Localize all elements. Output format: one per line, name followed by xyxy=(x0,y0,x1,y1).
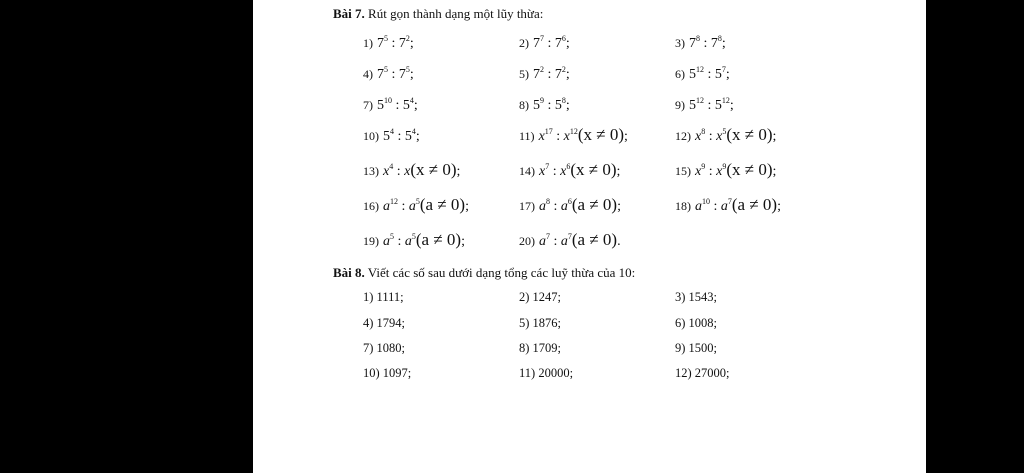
divisor-exponent: 7 xyxy=(567,232,572,241)
terminator: ; xyxy=(456,164,461,179)
terminator: ; xyxy=(729,98,734,113)
bai8-heading xyxy=(333,265,635,281)
bai8-exercise-item: 4) 1794; xyxy=(363,316,406,330)
exponent: 2 xyxy=(540,65,544,74)
bai7-exercise-item xyxy=(363,160,461,180)
exponent: 5 xyxy=(390,232,394,241)
item-number: 3) xyxy=(675,36,685,50)
item-number: 18) xyxy=(675,199,691,213)
exponent: 10 xyxy=(702,197,710,206)
base: x xyxy=(383,164,390,179)
terminator: ; xyxy=(617,199,621,214)
bai8-exercise-item: 3) 1543; xyxy=(675,290,718,304)
bai8-row xyxy=(253,290,926,314)
bai7-exercise-item xyxy=(519,35,570,52)
bai7-exercise-item xyxy=(363,230,465,250)
divisor-base: 5 xyxy=(714,67,722,82)
terminator: ; xyxy=(616,164,621,179)
divisor-exponent: 4 xyxy=(409,96,414,105)
exponent: 12 xyxy=(696,96,704,105)
divisor-exponent: 5 xyxy=(405,65,410,74)
bai7-exercise-item xyxy=(519,230,621,250)
divisor-base: a xyxy=(404,234,412,249)
divisor-exponent: 8 xyxy=(561,96,566,105)
bai7-title-text: Rút gọn thành dạng một lũy thừa: xyxy=(364,6,544,21)
divisor-base: 7 xyxy=(554,36,562,51)
divisor-base: x xyxy=(716,129,723,144)
terminator: ; xyxy=(565,98,570,113)
exponent: 17 xyxy=(544,127,553,136)
terminator: ; xyxy=(772,129,777,144)
divisor-exponent: 7 xyxy=(721,65,726,74)
bai7-exercise-item xyxy=(519,195,621,215)
power-expression: $a^{12}$ : $a^5(a \ne 0)$; xyxy=(383,195,469,214)
exponent: 9 xyxy=(701,162,706,171)
power-expression: $x^{17}$ : $x^{12}(x \ne 0)$; xyxy=(538,125,628,144)
exponent: 5 xyxy=(384,34,388,43)
condition: (x ≠ 0) xyxy=(410,160,457,179)
condition: (a ≠ 0) xyxy=(419,195,466,214)
bai7-row xyxy=(253,125,926,152)
power-expression: $a^8$ : $a^6(a \ne 0)$; xyxy=(539,195,621,214)
divisor-base: x xyxy=(560,164,567,179)
divisor-exponent: 2 xyxy=(561,65,566,74)
base: x xyxy=(695,129,702,144)
exponent: 8 xyxy=(701,127,706,136)
terminator: ; xyxy=(565,67,570,82)
divisor-base: 5 xyxy=(554,98,562,113)
bai8-row xyxy=(253,366,926,390)
divisor-exponent: 2 xyxy=(405,34,410,43)
item-number: 15) xyxy=(675,164,691,178)
condition: (a ≠ 0) xyxy=(415,230,462,249)
exponent: 12 xyxy=(390,197,398,206)
terminator: ; xyxy=(413,98,418,113)
terminator: ; xyxy=(415,129,420,144)
base: 5 xyxy=(533,98,540,113)
exponent: 12 xyxy=(696,65,704,74)
base: 7 xyxy=(689,36,696,51)
terminator: ; xyxy=(772,164,777,179)
exponent: 9 xyxy=(540,96,544,105)
terminator: ; xyxy=(465,199,469,214)
exponent: 10 xyxy=(384,96,392,105)
bai8-exercise-item: 12) 27000; xyxy=(675,366,730,380)
bai8-exercise-item: 9) 1500; xyxy=(675,341,718,355)
item-number: 14) xyxy=(519,164,535,178)
divisor-base: 7 xyxy=(710,36,718,51)
base: 7 xyxy=(377,67,384,82)
power-expression: $x^7$ : $x^6(x \ne 0)$; xyxy=(539,160,621,179)
power-expression: $7^5$ : $7^2$; xyxy=(377,34,414,51)
divisor-base: x xyxy=(716,164,723,179)
divisor-base: 7 xyxy=(554,67,562,82)
exponent: 7 xyxy=(540,34,544,43)
power-expression: $7^8$ : $7^8$; xyxy=(689,34,726,51)
bai8-exercise-item: 10) 1097; xyxy=(363,366,412,380)
base: a xyxy=(383,199,390,214)
bai7-exercise-item xyxy=(363,97,418,114)
divisor-base: 5 xyxy=(402,98,410,113)
exponent: 7 xyxy=(546,232,550,241)
condition: (x ≠ 0) xyxy=(570,160,617,179)
bai7-row xyxy=(253,66,926,90)
item-number: 12) xyxy=(675,129,691,143)
divisor-base: 5 xyxy=(714,98,722,113)
bai7-exercise-item xyxy=(675,66,730,83)
base: a xyxy=(695,199,702,214)
bai7-row xyxy=(253,195,926,222)
divisor-base: a xyxy=(720,199,728,214)
bai7-exercise-item xyxy=(519,125,628,145)
divisor-exponent: 5 xyxy=(411,232,416,241)
exponent: 7 xyxy=(545,162,550,171)
condition: (a ≠ 0) xyxy=(731,195,778,214)
bai8-exercise-item: 11) 20000; xyxy=(519,366,574,380)
bai7-exercise-item xyxy=(519,97,570,114)
power-expression: $7^5$ : $7^5$; xyxy=(377,65,414,82)
bai7-row xyxy=(253,35,926,59)
bai7-title-bold: Bài 7. xyxy=(333,6,365,21)
item-number: 7) xyxy=(363,98,373,112)
bai8-title-bold: Bài 8. xyxy=(333,265,365,280)
power-expression: $7^7$ : $7^6$; xyxy=(533,34,570,51)
bai8-title-text: Viết các số sau dưới dạng tổng các luỹ thừa của 10: xyxy=(364,265,636,280)
divisor-base: 7 xyxy=(398,67,406,82)
divisor-base: x xyxy=(404,164,411,179)
power-expression: $7^2$ : $7^2$; xyxy=(533,65,570,82)
item-number: 5) xyxy=(519,67,529,81)
bai7-exercise-item xyxy=(675,195,781,215)
exponent: 5 xyxy=(384,65,388,74)
divisor-exponent: 5 xyxy=(415,197,420,206)
terminator: ; xyxy=(461,234,465,249)
bai7-exercise-item xyxy=(675,160,777,180)
bai7-exercise-item xyxy=(675,125,777,145)
divisor-exponent: 9 xyxy=(722,162,727,171)
condition: (x ≠ 0) xyxy=(577,125,625,144)
power-expression: $5^{12}$ : $5^{12}$; xyxy=(689,96,734,113)
power-expression: $x^8$ : $x^5(x \ne 0)$; xyxy=(695,125,777,144)
divisor-exponent: 12 xyxy=(569,127,578,136)
power-expression: $5^9$ : $5^8$; xyxy=(533,96,570,113)
divisor-base: 5 xyxy=(404,129,412,144)
power-expression: $5^{12}$ : $5^7$; xyxy=(689,65,730,82)
power-expression: $5^{10}$ : $5^4$; xyxy=(377,96,418,113)
base: a xyxy=(539,199,546,214)
bai7-row xyxy=(253,160,926,187)
terminator: ; xyxy=(565,36,570,51)
item-number: 9) xyxy=(675,98,685,112)
item-number: 19) xyxy=(363,234,379,248)
bai8-exercise-item: 8) 1709; xyxy=(519,341,562,355)
terminator: ; xyxy=(725,67,730,82)
power-expression: $x^4$ : x(x ≠ 0); xyxy=(383,160,461,179)
condition: (x ≠ 0) xyxy=(726,160,773,179)
bai8-exercise-item: 1) 1111; xyxy=(363,290,404,304)
terminator: ; xyxy=(624,129,628,144)
bai8-row xyxy=(253,316,926,340)
bai7-exercise-item xyxy=(363,35,414,52)
power-expression: $a^7$ : $a^7(a \ne 0)$. xyxy=(539,230,621,249)
base: 7 xyxy=(533,36,540,51)
exponent: 4 xyxy=(390,127,394,136)
item-number: 16) xyxy=(363,199,379,213)
bai7-heading xyxy=(333,6,543,22)
terminator: ; xyxy=(721,36,726,51)
divisor-exponent: 12 xyxy=(721,96,730,105)
item-number: 20) xyxy=(519,234,535,248)
bai7-exercise-item xyxy=(363,195,469,215)
exponent: 4 xyxy=(389,162,394,171)
item-number: 13) xyxy=(363,164,379,178)
exponent: 8 xyxy=(696,34,700,43)
base: a xyxy=(539,234,546,249)
base: a xyxy=(383,234,390,249)
bai8-exercise-item: 7) 1080; xyxy=(363,341,406,355)
bai7-exercise-item xyxy=(675,97,734,114)
base: x xyxy=(538,129,545,144)
base: 5 xyxy=(383,129,390,144)
base: 5 xyxy=(689,98,696,113)
exponent: 8 xyxy=(546,197,550,206)
power-expression: $a^{10}$ : $a^7(a \ne 0)$; xyxy=(695,195,781,214)
divisor-base: a xyxy=(560,234,568,249)
terminator: ; xyxy=(777,199,781,214)
base: 5 xyxy=(689,67,696,82)
item-number: 8) xyxy=(519,98,529,112)
divisor-base: 7 xyxy=(398,36,406,51)
item-number: 4) xyxy=(363,67,373,81)
divisor-exponent: 5 xyxy=(722,127,727,136)
bai7-exercise-item xyxy=(363,128,420,145)
item-number: 2) xyxy=(519,36,529,50)
bai7-exercise-item xyxy=(519,160,621,180)
bai7-exercise-item xyxy=(363,66,414,83)
base: x xyxy=(695,164,702,179)
bai8-exercise-item: 5) 1876; xyxy=(519,316,562,330)
bai8-row xyxy=(253,341,926,365)
bai7-exercise-item xyxy=(675,35,726,52)
bai8-exercise-item: 2) 1247; xyxy=(519,290,562,304)
divisor-exponent: 8 xyxy=(717,34,722,43)
divisor-exponent: 6 xyxy=(566,162,571,171)
item-number: 6) xyxy=(675,67,685,81)
bai7-exercise-item xyxy=(519,66,570,83)
divisor-base: x xyxy=(563,129,570,144)
power-expression: $x^9$ : $x^9(x \ne 0)$; xyxy=(695,160,777,179)
base: x xyxy=(539,164,546,179)
item-number: 17) xyxy=(519,199,535,213)
bai8-exercise-item: 6) 1008; xyxy=(675,316,718,330)
base: 7 xyxy=(533,67,540,82)
condition: (a ≠ 0) xyxy=(571,195,618,214)
bai7-row xyxy=(253,97,926,121)
condition: (x ≠ 0) xyxy=(726,125,773,144)
divisor-exponent: 6 xyxy=(561,34,566,43)
power-expression: $a^5$ : $a^5(a \ne 0)$; xyxy=(383,230,465,249)
divisor-base: a xyxy=(408,199,416,214)
terminator: . xyxy=(617,234,621,249)
power-expression: $5^4$ : $5^4$; xyxy=(383,127,420,144)
divisor-base: a xyxy=(560,199,568,214)
terminator: ; xyxy=(409,67,414,82)
item-number: 1) xyxy=(363,36,373,50)
bai7-row xyxy=(253,230,926,257)
base: 7 xyxy=(377,36,384,51)
terminator: ; xyxy=(409,36,414,51)
document-page xyxy=(253,0,926,473)
base: 5 xyxy=(377,98,384,113)
condition: (a ≠ 0) xyxy=(571,230,618,249)
item-number: 10) xyxy=(363,129,379,143)
item-number: 11) xyxy=(519,129,535,143)
divisor-exponent: 7 xyxy=(727,197,732,206)
divisor-exponent: 6 xyxy=(567,197,572,206)
divisor-exponent: 4 xyxy=(411,127,416,136)
